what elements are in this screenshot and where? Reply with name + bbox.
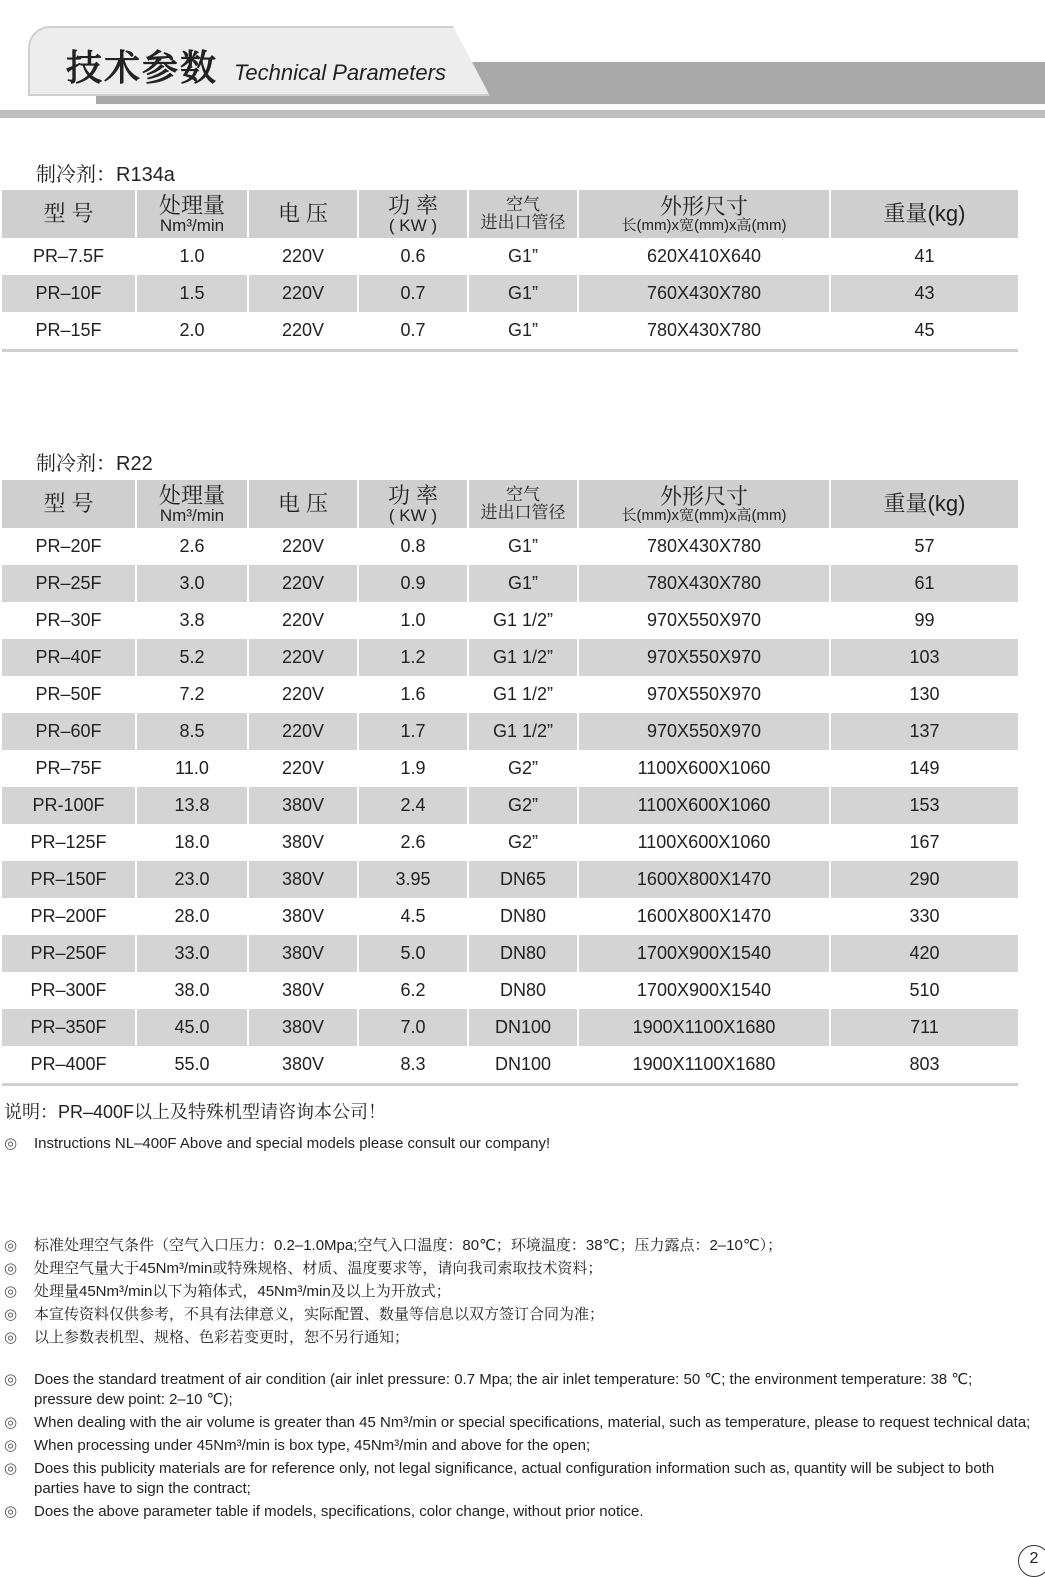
cell-power: 0.6 — [358, 238, 468, 275]
table-row — [2, 312, 1018, 351]
cell-model: PR–250F — [2, 935, 136, 972]
cell-capacity: 55.0 — [136, 1046, 248, 1085]
bullet-icon: ◎ — [4, 1135, 18, 1152]
cell-voltage: 220V — [248, 528, 358, 565]
col-power: 功 率 ( KW ) — [358, 190, 468, 238]
page-subtitle: Technical Parameters — [234, 60, 446, 85]
cell-power: 1.9 — [358, 750, 468, 787]
chinese-conditions-list — [4, 1236, 1034, 1351]
bullet-icon: ◎ — [4, 1237, 18, 1254]
list-item-text: 本宣传资料仅供参考，不具有法律意义，实际配置、数量等信息以双方签订合同为准； — [34, 1306, 605, 1323]
cell-capacity: 33.0 — [136, 935, 248, 972]
cell-air-port: DN65 — [468, 861, 578, 898]
cell-voltage: 220V — [248, 565, 358, 602]
cell-weight: 103 — [830, 639, 1018, 676]
col-weight: 重量(kg) — [830, 190, 1018, 238]
cell-power: 4.5 — [358, 898, 468, 935]
col-power: 功 率 ( KW ) — [358, 480, 468, 528]
list-item-text: Does the above parameter table if models, specifications, color change, without prior notice. — [34, 1503, 644, 1520]
header-rule — [0, 110, 1045, 118]
cell-weight: 711 — [830, 1009, 1018, 1046]
list-item — [4, 1305, 1034, 1325]
cell-power: 2.6 — [358, 824, 468, 861]
cell-air-port: G1 1/2” — [468, 713, 578, 750]
list-item-text: 处理量45Nm³/min以下为箱体式，45Nm³/min及以上为开放式； — [34, 1283, 451, 1300]
cell-dimensions: 970X550X970 — [578, 713, 830, 750]
cell-weight: 290 — [830, 861, 1018, 898]
cell-air-port: G1 1/2” — [468, 676, 578, 713]
cell-weight: 510 — [909, 980, 940, 1000]
cell-capacity: 28.0 — [136, 898, 248, 935]
col-voltage: 电 压 — [248, 190, 358, 238]
col-dimensions: 外形尺寸 长(mm)x宽(mm)x高(mm) — [578, 480, 830, 528]
cell-capacity: 13.8 — [136, 787, 248, 824]
list-item — [4, 1236, 1034, 1256]
cell-capacity: 45.0 — [136, 1009, 248, 1046]
cell-voltage: 380V — [248, 898, 358, 935]
table-row — [2, 1009, 1018, 1046]
list-item — [4, 1259, 1034, 1279]
cell-weight: 137 — [830, 713, 1018, 750]
cell-air-port: G1 1/2” — [468, 639, 578, 676]
cell-weight: 43 — [830, 275, 1018, 312]
table-row — [2, 972, 1018, 1009]
cell-weight: 130 — [909, 684, 940, 704]
cell-capacity: 2.6 — [136, 528, 248, 565]
cell-dimensions: 780X430X780 — [578, 528, 830, 565]
cell-dimensions: 1900X1100X1680 — [578, 1009, 830, 1046]
cell-voltage: 380V — [248, 972, 358, 1009]
cell-model: PR–50F — [2, 676, 136, 713]
table-header-row — [2, 190, 1018, 238]
cell-dimensions: 780X430X780 — [578, 565, 830, 602]
cell-air-port: G1” — [468, 275, 578, 312]
cell-weight: 45 — [914, 320, 935, 340]
cell-air-port: DN100 — [468, 1009, 578, 1046]
col-model: 型 号 — [2, 480, 136, 528]
cell-dimensions: 1900X1100X1680 — [578, 1046, 830, 1085]
cell-air-port: G1” — [468, 565, 578, 602]
cell-capacity: 7.2 — [136, 676, 248, 713]
list-item-text: 处理空气量大于45Nm³/min或特殊规格、材质、温度要求等，请向我司索取技术资料； — [34, 1260, 603, 1277]
cell-model: PR–60F — [2, 713, 136, 750]
note-english — [4, 1134, 550, 1152]
cell-voltage: 220V — [248, 275, 358, 312]
cell-model: PR–15F — [2, 312, 136, 351]
cell-voltage: 220V — [248, 639, 358, 676]
cell-model: PR–400F — [2, 1046, 136, 1085]
cell-dimensions: 1700X900X1540 — [578, 935, 830, 972]
bullet-icon: ◎ — [4, 1283, 18, 1300]
cell-power: 8.3 — [358, 1046, 468, 1085]
cell-model: PR–125F — [2, 824, 136, 861]
cell-voltage: 220V — [248, 238, 358, 275]
table-row — [2, 1046, 1018, 1085]
cell-dimensions: 1100X600X1060 — [578, 787, 830, 824]
table-row — [2, 275, 1018, 312]
cell-power: 1.6 — [358, 676, 468, 713]
table-header-row — [2, 480, 1018, 528]
cell-dimensions: 970X550X970 — [578, 676, 830, 713]
table-row — [2, 602, 1018, 639]
list-item-text: When dealing with the air volume is greater than 45 Nm³/min or special specifications, material, such as temperature, please to request technical data; — [34, 1414, 1031, 1431]
cell-weight: 330 — [909, 906, 940, 926]
cell-voltage: 380V — [248, 861, 358, 898]
list-item — [4, 1328, 1034, 1348]
cell-model: PR–25F — [2, 565, 136, 602]
cell-dimensions: 1600X800X1470 — [578, 861, 830, 898]
cell-capacity: 1.0 — [136, 238, 248, 275]
spec-table-r134a — [2, 190, 1018, 352]
cell-weight: 41 — [914, 246, 935, 266]
cell-power: 2.4 — [358, 787, 468, 824]
cell-power: 1.0 — [358, 602, 468, 639]
cell-voltage: 220V — [248, 312, 358, 351]
cell-capacity: 18.0 — [136, 824, 248, 861]
cell-model: PR–40F — [2, 639, 136, 676]
cell-dimensions: 1700X900X1540 — [578, 972, 830, 1009]
bullet-icon: ◎ — [4, 1437, 18, 1454]
table-row — [2, 565, 1018, 602]
cell-weight: 149 — [909, 758, 940, 778]
list-item-text: 以上参数表机型、规格、色彩若变更时，恕不另行通知； — [34, 1329, 410, 1346]
bullet-icon: ◎ — [4, 1460, 18, 1477]
cell-power: 1.7 — [358, 713, 468, 750]
cell-air-port: G1” — [468, 238, 578, 275]
cell-voltage: 220V — [248, 713, 358, 750]
cell-capacity: 3.0 — [136, 565, 248, 602]
cell-air-port: G1” — [468, 528, 578, 565]
cell-power: 0.8 — [358, 528, 468, 565]
cell-air-port: G1” — [468, 312, 578, 351]
bullet-icon: ◎ — [4, 1260, 18, 1277]
col-air-port: 空气 进出口管径 — [468, 190, 578, 238]
list-item — [4, 1282, 1034, 1302]
bullet-icon: ◎ — [4, 1414, 18, 1431]
cell-dimensions: 780X430X780 — [578, 312, 830, 351]
table-row — [2, 898, 1018, 935]
cell-air-port: G2” — [468, 824, 578, 861]
cell-capacity: 8.5 — [136, 713, 248, 750]
cell-model: PR–30F — [2, 602, 136, 639]
cell-dimensions: 1100X600X1060 — [578, 824, 830, 861]
table-row — [2, 750, 1018, 787]
cell-capacity: 11.0 — [136, 750, 248, 787]
cell-model: PR–10F — [2, 275, 136, 312]
cell-voltage: 380V — [248, 935, 358, 972]
cell-dimensions: 1100X600X1060 — [578, 750, 830, 787]
bullet-icon: ◎ — [4, 1503, 18, 1520]
table-row — [2, 824, 1018, 861]
list-item — [4, 1502, 1034, 1522]
cell-air-port: DN80 — [468, 935, 578, 972]
col-voltage: 电 压 — [248, 480, 358, 528]
cell-model: PR–150F — [2, 861, 136, 898]
cell-capacity: 2.0 — [136, 312, 248, 351]
page-number: 2 — [1018, 1545, 1045, 1577]
table-row — [2, 238, 1018, 275]
cell-model: PR–7.5F — [2, 238, 136, 275]
cell-model: PR–350F — [2, 1009, 136, 1046]
list-item — [4, 1413, 1034, 1433]
note-english-text: Instructions NL–400F Above and special models please consult our company! — [34, 1135, 551, 1152]
cell-model: PR-100F — [2, 787, 136, 824]
cell-weight: 99 — [914, 610, 935, 630]
cell-voltage: 380V — [248, 1046, 358, 1085]
cell-dimensions: 760X430X780 — [578, 275, 830, 312]
cell-model: PR–200F — [2, 898, 136, 935]
spec-table-r22 — [2, 480, 1018, 1086]
cell-voltage: 220V — [248, 676, 358, 713]
table-row — [2, 935, 1018, 972]
bullet-icon: ◎ — [4, 1306, 18, 1323]
cell-voltage: 380V — [248, 787, 358, 824]
col-dimensions: 外形尺寸 长(mm)x宽(mm)x高(mm) — [578, 190, 830, 238]
english-conditions-list — [4, 1370, 1034, 1525]
cell-power: 5.0 — [358, 935, 468, 972]
bullet-icon: ◎ — [4, 1371, 18, 1388]
cell-weight: 167 — [909, 832, 940, 852]
cell-weight: 153 — [830, 787, 1018, 824]
cell-power: 0.9 — [358, 565, 468, 602]
cell-air-port: G1 1/2” — [468, 602, 578, 639]
col-model: 型 号 — [2, 190, 136, 238]
cell-dimensions: 620X410X640 — [578, 238, 830, 275]
table-row — [2, 861, 1018, 898]
list-item-text: Does the standard treatment of air condition (air inlet pressure: 0.7 Mpa; the air inlet temperature: 50 ℃; the environment temperature: 38 ℃; pressure dew point: 2–10 ℃); — [34, 1371, 973, 1408]
cell-power: 0.7 — [358, 275, 468, 312]
cell-capacity: 3.8 — [136, 602, 248, 639]
list-item — [4, 1459, 1034, 1499]
cell-air-port: DN80 — [468, 972, 578, 1009]
table-row — [2, 676, 1018, 713]
page-title: 技术参数 — [66, 47, 219, 89]
col-air-port: 空气 进出口管径 — [468, 480, 578, 528]
note-chinese: 说明：PR–400F以上及特殊机型请咨询本公司！ — [4, 1102, 387, 1122]
refrigerant-r22-label: 制冷剂：R22 — [36, 453, 153, 475]
table-row — [2, 787, 1018, 824]
col-capacity: 处理量 Nm³/min — [136, 480, 248, 528]
cell-air-port: DN100 — [468, 1046, 578, 1085]
table-row — [2, 639, 1018, 676]
refrigerant-r134a-label: 制冷剂：R134a — [36, 164, 175, 186]
cell-dimensions: 970X550X970 — [578, 602, 830, 639]
cell-power: 3.95 — [358, 861, 468, 898]
cell-weight: 420 — [830, 935, 1018, 972]
cell-weight: 57 — [914, 536, 935, 556]
col-weight: 重量(kg) — [830, 480, 1018, 528]
list-item — [4, 1370, 1034, 1410]
cell-dimensions: 1600X800X1470 — [578, 898, 830, 935]
cell-air-port: G2” — [468, 750, 578, 787]
bullet-icon: ◎ — [4, 1329, 18, 1346]
cell-capacity: 23.0 — [136, 861, 248, 898]
cell-voltage: 220V — [248, 602, 358, 639]
cell-voltage: 380V — [248, 1009, 358, 1046]
cell-power: 7.0 — [358, 1009, 468, 1046]
cell-model: PR–300F — [2, 972, 136, 1009]
table-row — [2, 528, 1018, 565]
cell-power: 6.2 — [358, 972, 468, 1009]
cell-dimensions: 970X550X970 — [578, 639, 830, 676]
cell-weight: 803 — [909, 1054, 940, 1074]
list-item — [4, 1436, 1034, 1456]
list-item-text: When processing under 45Nm³/min is box type, 45Nm³/min and above for the open; — [34, 1437, 591, 1454]
table-row — [2, 713, 1018, 750]
cell-model: PR–20F — [2, 528, 136, 565]
cell-voltage: 380V — [248, 824, 358, 861]
cell-capacity: 1.5 — [136, 275, 248, 312]
col-capacity: 处理量 Nm³/min — [136, 190, 248, 238]
cell-power: 0.7 — [358, 312, 468, 351]
list-item-text: Does this publicity materials are for reference only, not legal significance, actual configuration information such as, quantity will be subject to both parties have to sign the contract; — [34, 1460, 995, 1497]
cell-air-port: G2” — [468, 787, 578, 824]
cell-capacity: 5.2 — [136, 639, 248, 676]
cell-capacity: 38.0 — [136, 972, 248, 1009]
cell-model: PR–75F — [2, 750, 136, 787]
cell-weight: 61 — [830, 565, 1018, 602]
cell-voltage: 220V — [248, 750, 358, 787]
cell-air-port: DN80 — [468, 898, 578, 935]
cell-power: 1.2 — [358, 639, 468, 676]
list-item-text: 标准处理空气条件（空气入口压力：0.2–1.0Mpa;空气入口温度：80℃；环境温度：38℃；压力露点：2–10℃）； — [34, 1237, 783, 1254]
